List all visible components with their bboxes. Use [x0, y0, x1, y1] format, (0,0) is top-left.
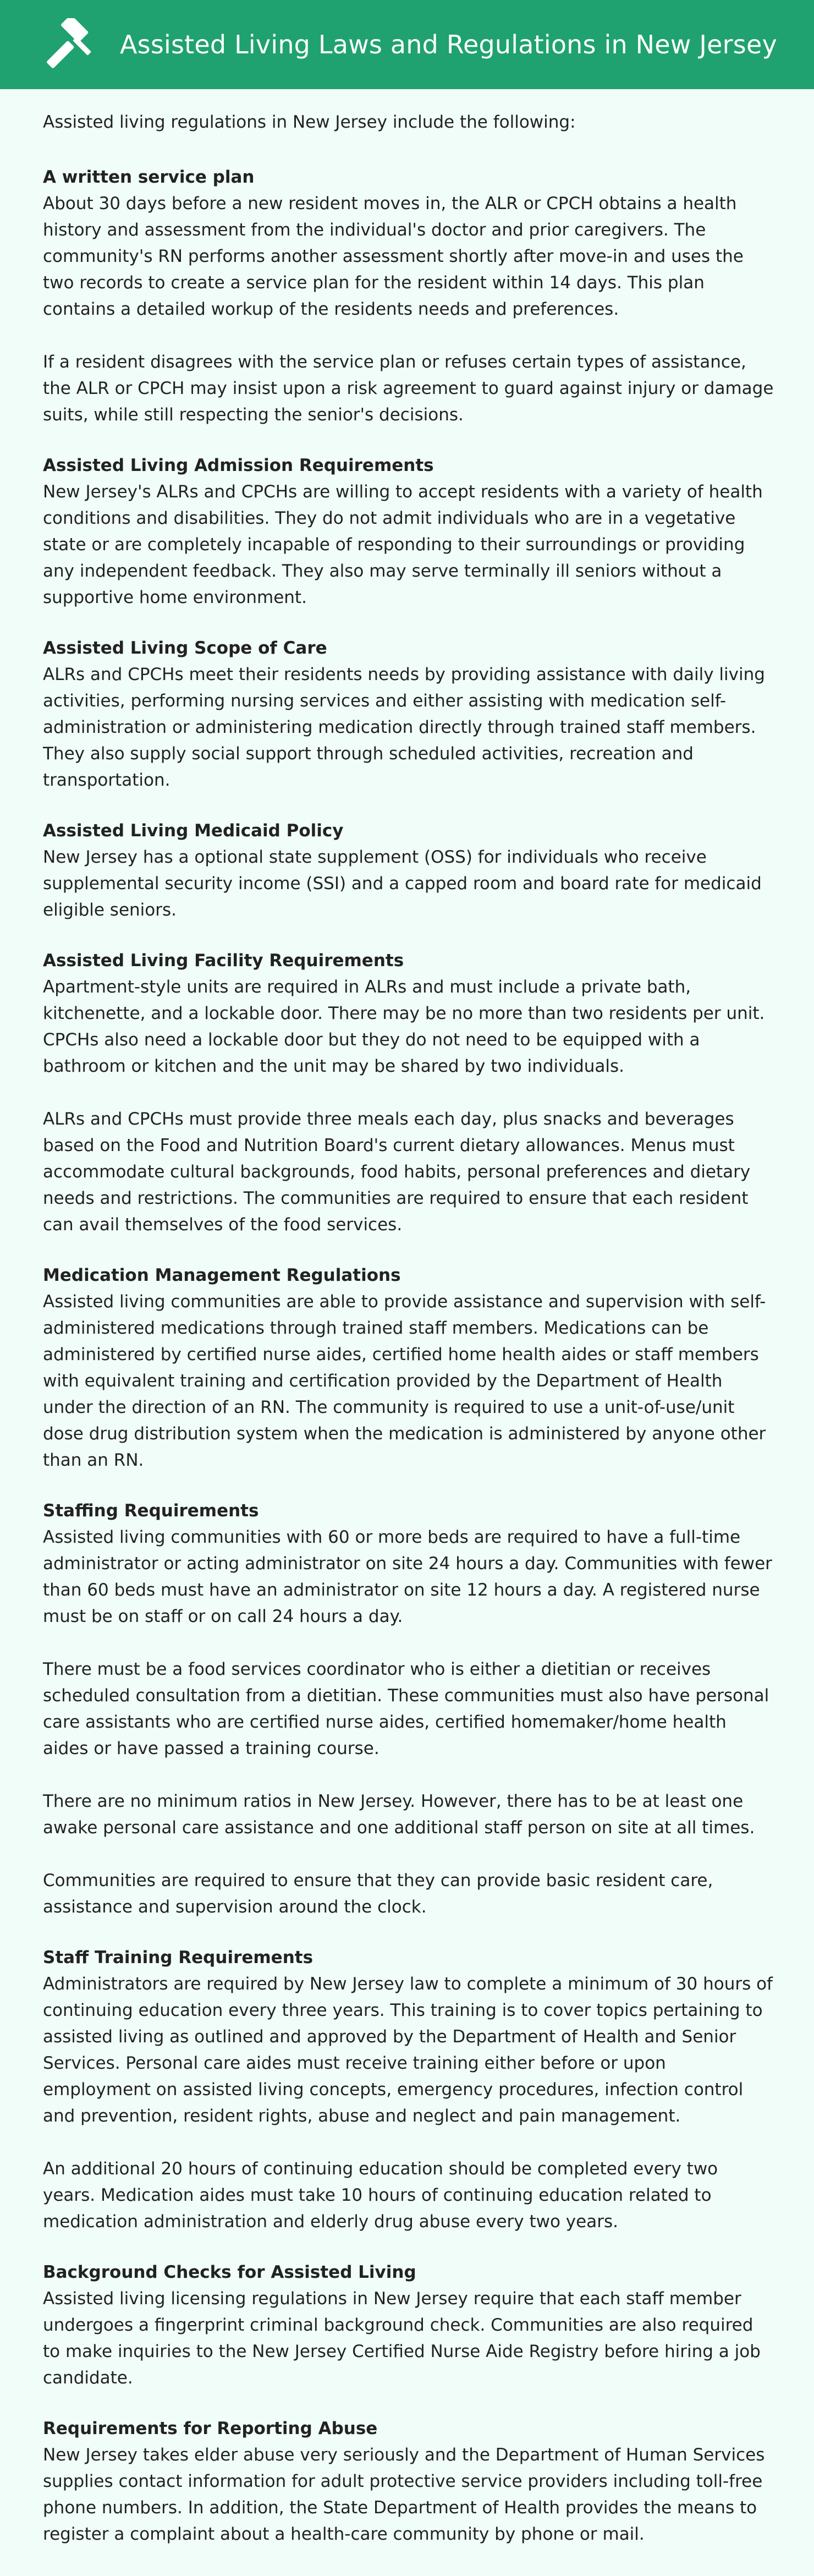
section: [43, 947, 774, 1238]
section: [43, 452, 774, 611]
section-title: Requirements for Reporting Abuse: [43, 2419, 378, 2438]
section-paragraph: There must be a food services coordinator who is either a dietitian or receives scheduled consultation from a dietitian. These communities must also have personal care assistants who are certified nurse aides, certified homemaker/home health aides or have passed a training course.: [43, 1659, 769, 1758]
section-paragraph: ALRs and CPCHs meet their residents needs by providing assistance with daily living activities, performing nursing services and either assisting with medication self-administration or administering medication directly through trained staff members. They also supply social support through scheduled activities, recreation and transportation.: [43, 665, 765, 790]
section: [43, 635, 774, 793]
section: [43, 164, 774, 428]
section: [43, 2259, 774, 2391]
page-header: [0, 0, 814, 89]
section: [43, 2415, 774, 2547]
sections-list: [43, 164, 774, 2547]
section: [43, 1498, 774, 1920]
section: [43, 818, 774, 923]
section-paragraph: Assisted living communities with 60 or more beds are required to have a full-time administrator or acting administrator on site 24 hours a day. Communities with fewer than 60 beds must have an administrator on site 12 hours a day. A registered nurse must be on staff or on call 24 hours a day.: [43, 1527, 772, 1626]
section-title: Assisted Living Medicaid Policy: [43, 821, 344, 841]
section-paragraph: Assisted living communities are able to provide assistance and supervision with self-administered medications through trained staff members. Medications can be administered by certified nurse aides, certified home health aides or staff members with equivalent training and certification provided by the Department of Health under the direction of an RN. The community is required to use a unit-of-use/unit dose drug distribution system when the medication is administered by anyone other than an RN.: [43, 1292, 766, 1470]
section-paragraph: New Jersey's ALRs and CPCHs are willing to accept residents with a variety of health conditions and disabilities. They do not admit individuals who are in a vegetative state or are completely incapable of responding to their surroundings or providing any independent feedback. They also may serve terminally ill seniors without a supportive home environment.: [43, 482, 763, 607]
section-title: Medication Management Regulations: [43, 1265, 401, 1285]
intro-text: Assisted living regulations in New Jersey include the following:: [43, 112, 576, 132]
section-paragraph: New Jersey has a optional state supplement (OSS) for individuals who receive supplemental security income (SSI) and a capped room and board rate for medicaid eligible seniors.: [43, 847, 762, 920]
gavel-icon: [44, 18, 97, 71]
section-paragraph: ALRs and CPCHs must provide three meals each day, plus snacks and beverages based on the Food and Nutrition Board's current dietary allowances. Menus must accommodate cultural backgrounds, food habits, personal preferences and dietary needs and restrictions. The communities are required to ensure that each resident can avail themselves of the food services.: [43, 1109, 751, 1235]
article-body: [43, 109, 774, 2572]
section-paragraph: Administrators are required by New Jersey law to complete a minimum of 30 hours of continuing education every three years. This training is to cover topics pertaining to assisted living as outlined and approved by the Department of Health and Senior Services. Personal care aides must receive training either before or upon employment on assisted living concepts, emergency procedures, infection control and prevention, resident rights, abuse and neglect and pain management.: [43, 1974, 773, 2126]
section-paragraph: About 30 days before a new resident moves in, the ALR or CPCH obtains a health history and assessment from the individual's doctor and prior caregivers. The community's RN performs another assessment shortly after move-in and uses the two records to create a service plan for the resident within 14 days. This plan contains a detailed workup of the residents needs and preferences.: [43, 194, 744, 319]
section-paragraph: Apartment-style units are required in ALRs and must include a private bath, kitchenette, and a lockable door. There may be no more than two residents per unit. CPCHs also need a lockable door but they do not need to be equipped with a bathroom or kitchen and the unit may be shared by two individuals.: [43, 977, 765, 1076]
section-paragraph: New Jersey takes elder abuse very seriously and the Department of Human Services supplies contact information for adult protective service providers including toll-free phone numbers. In addition, the State Department of Health provides the means to register a complaint about a health-care community by phone or mail.: [43, 2445, 765, 2544]
section-title: Background Checks for Assisted Living: [43, 2262, 416, 2282]
section-paragraph: Assisted living licensing regulations in New Jersey require that each staff member undergoes a fingerprint criminal background check. Communities are also required to make inquiries to the New Jersey Certified Nurse Aide Registry before hiring a job candidate.: [43, 2289, 761, 2388]
section-paragraph: An additional 20 hours of continuing education should be completed every two years. Medication aides must take 10 hours of continuing education related to medication administration and elderly drug abuse every two years.: [43, 2159, 718, 2232]
section-title: Staff Training Requirements: [43, 1948, 314, 1967]
section-paragraph: Communities are required to ensure that they can provide basic resident care, assistance and supervision around the clock.: [43, 1871, 713, 1917]
section-title: Assisted Living Scope of Care: [43, 638, 327, 658]
section-title: Assisted Living Facility Requirements: [43, 951, 404, 971]
section-title: A written service plan: [43, 167, 255, 187]
page-title: Assisted Living Laws and Regulations in New Jersey: [120, 30, 777, 59]
section-paragraph: If a resident disagrees with the service plan or refuses certain types of assistance, the ALR or CPCH may insist upon a risk agreement to guard against injury or damage suits, while still respecting the senior's decisions.: [43, 352, 774, 425]
section: [43, 1944, 774, 2235]
section-paragraph: There are no minimum ratios in New Jersey. However, there has to be at least one awake personal care assistance and one additional staff person on site at all times.: [43, 1791, 755, 1838]
section-title: Assisted Living Admission Requirements: [43, 456, 434, 475]
section-title: Staffing Requirements: [43, 1501, 259, 1521]
section: [43, 1262, 774, 1473]
